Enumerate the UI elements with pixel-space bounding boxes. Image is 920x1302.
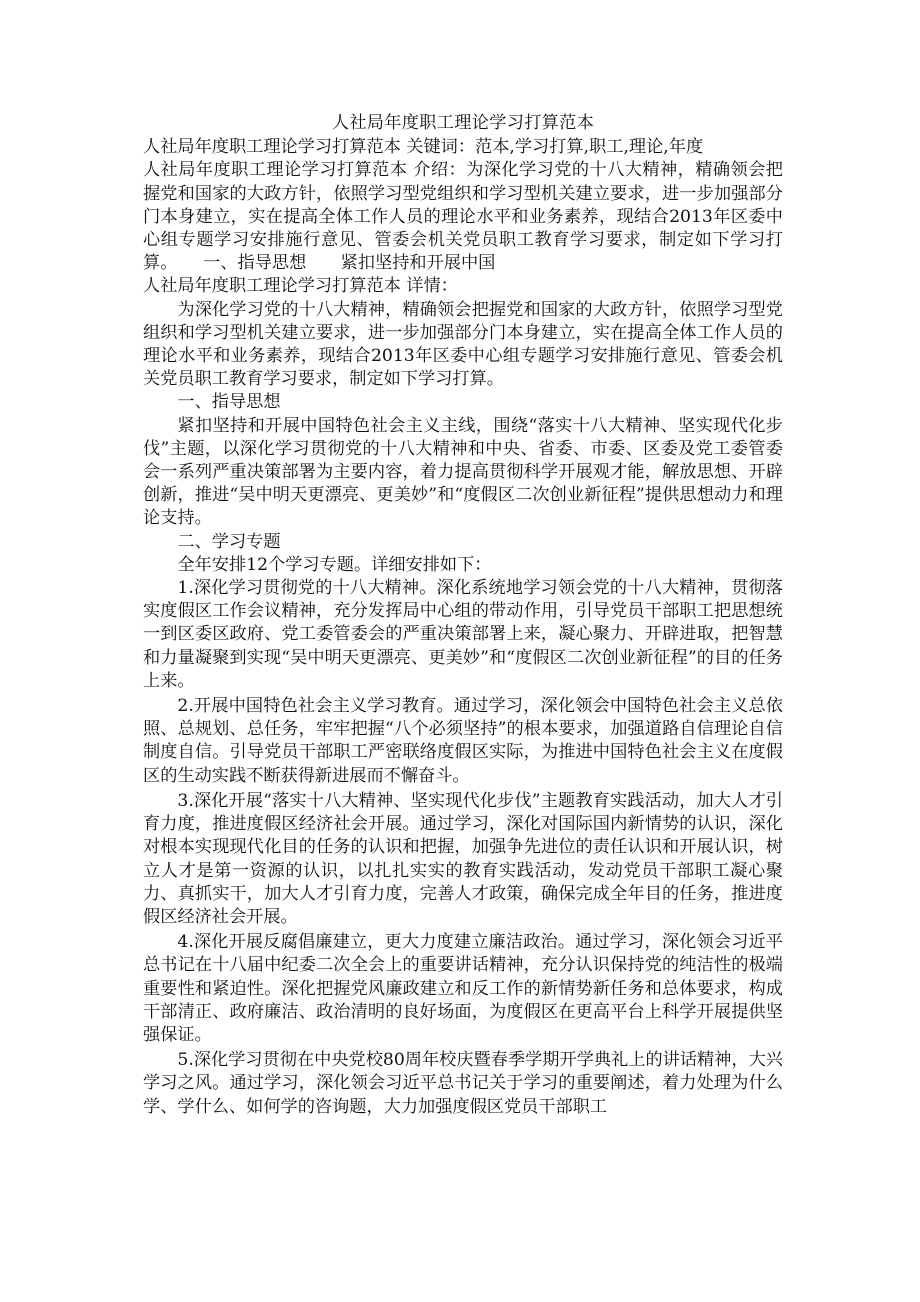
topic-4-paragraph: 4.深化开展反腐倡廉建立，更大力度建立廉洁政治。通过学习，深化领会习近平总书记在十八届中纪委二次全会上的重要讲话精神，充分认识保持党的纯洁性的极端重要性和紧迫性。深化把握党风廉政建立和反工作的新情势新任务和总体要求，构成干部清正、政府廉洁、政治清明的良好场面，为度假区在更高平台上科学开展提供坚强保证。 <box>143 932 783 1045</box>
topic-2-paragraph: 2.开展中国特色社会主义学习教育。通过学习，深化领会中国特色社会主义总依照、总规划、总任务，牢牢把握“八个必须坚持”的根本要求，加强道路自信理论自信制度自信。引导党员干部职工严密联络度假区实际，为推进中国特色社会主义在度假区的生动实践不断获得新进展而不懈奋斗。 <box>143 696 783 786</box>
guiding-thought-paragraph: 紧扣坚持和开展中国特色社会主义主线，围绕“落实十八大精神、坚实现代化步伐”主题，以深化学习贯彻党的十八大精神和中央、省委、市委、区委及党工委管委会一系列严重决策部署为主要内容，着力提高贯彻科学开展观才能，解放思想、开辟创新，推进“吴中明天更漂亮、更美妙”和“度假区二次创业新征程”提供思想动力和理论支持。 <box>143 415 783 529</box>
study-topics-intro: 全年安排12个学习专题。详细安排如下： <box>177 554 492 575</box>
detail-label: 人社局年度职工理论学习打算范本 详情： <box>143 276 458 297</box>
document-page <box>143 112 783 1119</box>
keywords-line: 人社局年度职工理论学习打算范本 关键词：范本,学习打算,职工,理论,年度 <box>143 137 704 158</box>
intro-paragraph: 为深化学习党的十八大精神，精确领会把握党和国家的大政方针，依照学习型党组织和学习型机关建立要求，进一步加强部分门本身建立，实在提高全体工作人员的理论水平和业务素养，现结合2013年区委中心组专题学习安排施行意见、管委会机关党员职工教育学习要求，制定如下学习打算。 <box>143 299 783 390</box>
topic-5-paragraph: 5.深化学习贯彻在中央党校80周年校庆暨春季学期开学典礼上的讲话精神，大兴学习之风。通过学习，深化领会习近平总书记关于学习的重要阐述，着力处理为什么学、学什么、如何学的咨询题，大力加强度假区党员干部职工 <box>143 1050 783 1117</box>
topic-3-paragraph: 3.深化开展“落实十八大精神、坚实现代化步伐”主题教育实践活动，加大人才引育力度，推进度假区经济社会开展。通过学习，深化对国际国内新情势的认识，深化对根本实现现代化目的任务的认识和把握，加强争先进位的责任认识和开展认识，树立人才是第一资源的认识，以扎扎实实的教育实践活动，发动党员干部职工凝心聚力、真抓实干，加大人才引育力度，完善人才政策，确保完成全年目的任务，推进度假区经济社会开展。 <box>143 790 783 927</box>
section-heading-study-topics: 二、学习专题 <box>177 531 281 552</box>
topic-1-paragraph: 1.深化学习贯彻党的十八大精神。深化系统地学习领会党的十八大精神，贯彻落实度假区工作会议精神，充分发挥局中心组的带动作用，引导党员干部职工把思想统一到区委区政府、党工委管委会的严重决策部署上来，凝心聚力、开辟进取，把智慧和力量凝聚到实现“吴中明天更漂亮、更美妙”和“度假区二次创业新征程”的目的任务上来。 <box>143 578 783 691</box>
document-title: 人社局年度职工理论学习打算范本 <box>331 113 595 133</box>
summary-text: 人社局年度职工理论学习打算范本 介绍：为深化学习党的十八大精神，精确领会把握党和国家的大政方针，依照学习型党组织和学习型机关建立要求，进一步加强部分门本身建立，实在提高全体工作人员的理论水平和业务素养，现结合2013年区委中心组专题学习安排施行意见、管委会机关党员职工教育学习要求，制定如下学习打算。 一、指导思想 紧扣坚持和开展中国 <box>143 160 783 274</box>
section-heading-guiding-thought: 一、指导思想 <box>177 392 281 413</box>
